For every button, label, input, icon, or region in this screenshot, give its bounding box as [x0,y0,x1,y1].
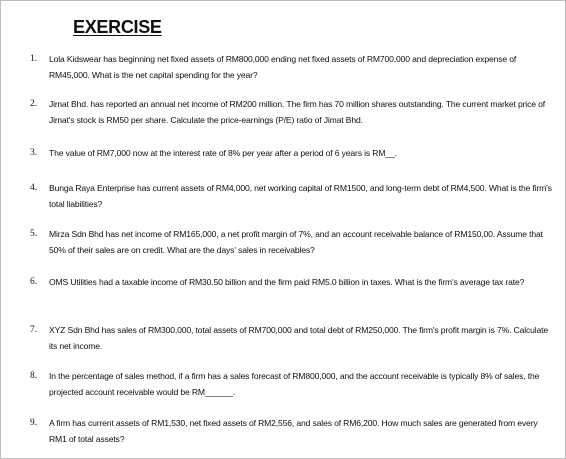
question-text: A firm has current assets of RM1,530, net fixed assets of RM2,556, and sales of RM6,200. How much sales are generated from every RM1 of total assets? [49,418,538,444]
page-title: EXERCISE [73,17,162,37]
question-number: 5. [30,229,38,239]
question-number: 2. [30,99,38,109]
question-text: Jimat Bhd. has reported an annual net income of RM200 million. The firm has 70 million shares outstanding. The current market price of Jimat's stock is RM50 per share. Calculate the price-earnings (P/E) ratio of Jimat Bhd. [49,99,545,125]
question-text: XYZ Sdn Bhd has sales of RM300,000, total assets of RM700,000 and total debt of RM250,000. The firm's profit margin is 7%. Calculate its net income. [49,325,549,351]
question-text: The value of RM7,000 now at the interest rate of 8% per year after a period of 6 years is RM__. [49,148,397,158]
question-number: 4. [30,183,38,193]
question-number: 3. [30,148,38,158]
question-number: 9. [30,418,38,428]
question-number: 8. [30,371,38,381]
question-text: OMS Utilities had a taxable income of RM30.50 billion and the firm paid RM5.0 billion in taxes. What is the firm's average tax rate? [49,277,525,287]
question-number: 7. [30,325,38,335]
question-number: 6. [30,277,38,287]
question-number: 1. [30,54,38,64]
question-text: Bunga Raya Enterprise has current assets of RM4,000, net working capital of RM1500, and long-term debt of RM4,500. What is the firm's total liabilities? [49,183,552,209]
question-text: Mirza Sdn Bhd has net income of RM165,000, a net profit margin of 7%, and an account receivable balance of RM150,00. Assume that 50% of their sales are on credit. What are the days' sales in receivables? [49,229,543,255]
question-text: Lola Kidswear has beginning net fixed assets of RM800,000 ending net fixed assets of RM700,000 and depreciation expense of RM45,000. What is the net capital spending for the year? [49,54,517,80]
question-text: In the percentage of sales method, if a firm has a sales forecast of RM800,000, and the account receivable is typically 8% of sales, the projected account receivable would be RM______. [49,371,540,397]
